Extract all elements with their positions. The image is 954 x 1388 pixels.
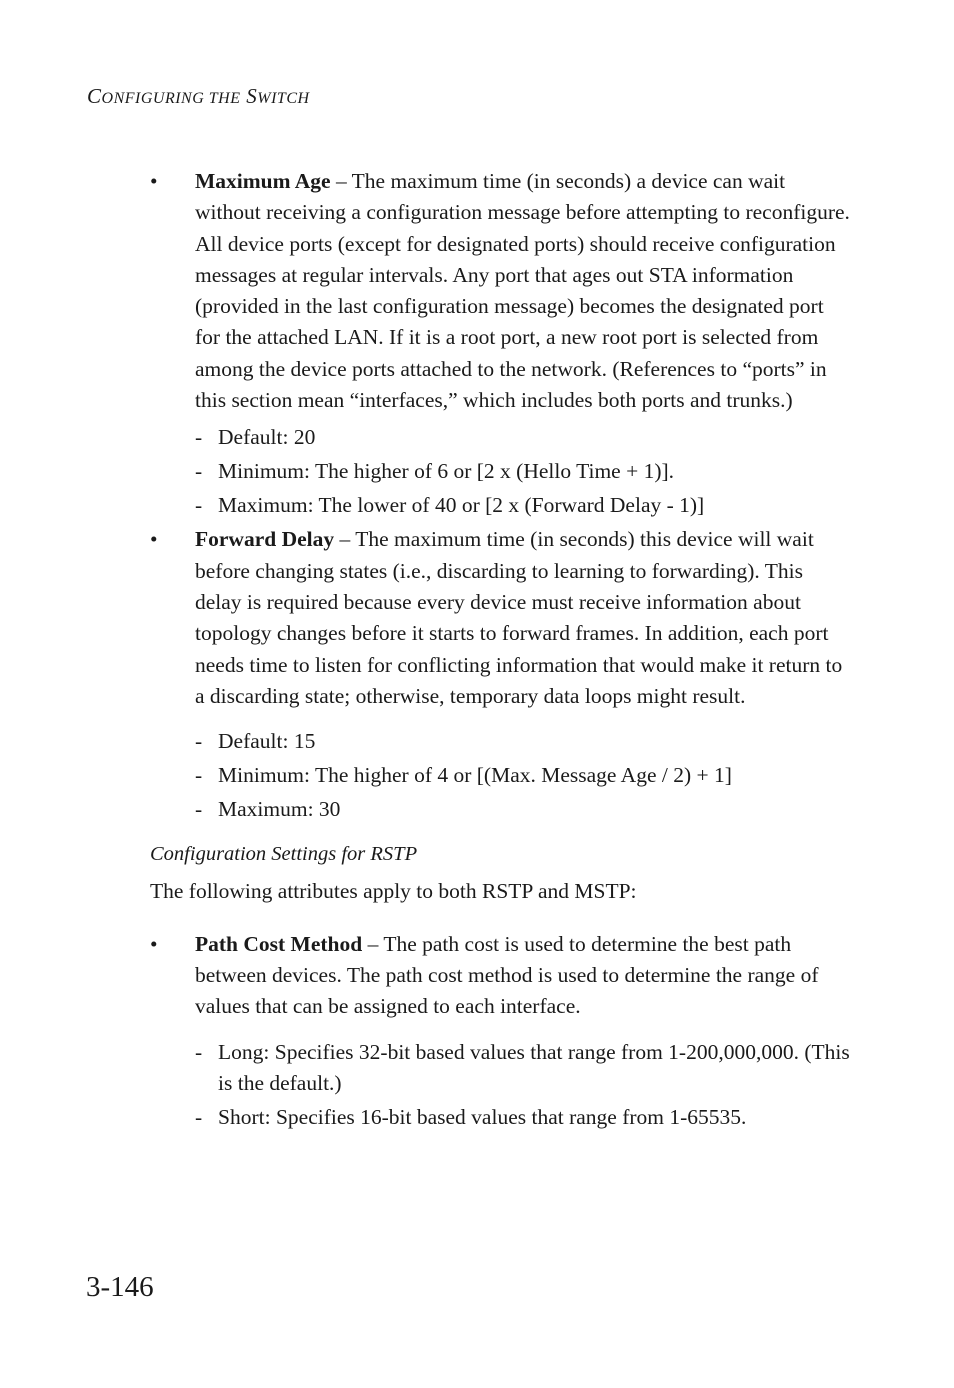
description-path-cost-method: – The path cost is used to determine the best path between devices. The path cost method is used to determine the range of values that can be assigned to each interface. [195,931,819,1019]
sub-list-forward-delay [150,726,850,825]
dash-marker: - [195,763,203,788]
dash-marker: - [195,493,203,518]
description-maximum-age: – The maximum time (in seconds) a device can wait without receiving a configuration message before attempting to reconfigure. All device ports (except for designated ports) should receive configuration messages at regular intervals. Any port that ages out STA information (provided in the last configuration message) becomes the designated port for the attached LAN. If it is a root port, a new root port is selected from among the device ports attached to the network. (References to “ports” in this section mean “interfaces,” which includes both ports and trunks.) [195,169,850,413]
dash-marker: - [195,1039,203,1064]
dash-marker: - [195,1104,203,1129]
running-header [87,84,310,109]
list-item-forward-delay [150,524,850,712]
sub-item-text: Short: Specifies 16-bit based values that range from 1-65535. [218,1104,747,1129]
sub-item [150,760,850,791]
term-maximum-age: Maximum Age [195,169,331,193]
term-path-cost-method: Path Cost Method [195,931,363,956]
sub-item-text: Maximum: The lower of 40 or [2 x (Forward Delay - 1)] [218,493,705,518]
section-intro: The following attributes apply to both RSTP and MSTP: [150,879,637,904]
list-item-maximum-age [150,166,850,416]
dash-marker: - [195,797,203,822]
sub-item [150,422,850,453]
sub-item [150,1102,850,1133]
dash-marker: - [195,729,203,754]
sub-item [150,456,850,487]
sub-item-text: Long: Specifies 32-bit based values that range from 1-200,000,000. (This is the default.) [218,1039,850,1095]
sub-item-text: Minimum: The higher of 6 or [2 x (Hello Time + 1)]. [218,459,675,484]
sub-list-path-cost-method [150,1037,850,1133]
sub-item-text: Minimum: The higher of 4 or [(Max. Message Age / 2) + 1] [218,763,732,788]
running-header-rest-2: WITCH [257,90,310,107]
description-forward-delay: – The maximum time (in seconds) this device will wait before changing states (i.e., discarding to learning to forwarding). This delay is required because every device must receive information about topology changes before it starts to forward frames. In addition, each port needs time to listen for conflicting information that would make it return to a discarding state; otherwise, temporary data loops might result. [195,527,843,708]
sub-item-text: Default: 15 [218,729,316,754]
bullet-marker: • [150,527,158,552]
bullet-marker: • [150,931,158,956]
running-header-rest-1: ONFIGURING THE [101,90,241,107]
page-content [150,166,850,1136]
bullet-marker: • [150,169,158,193]
sub-item [150,490,850,521]
sub-item [150,794,850,825]
sub-item-text: Default: 20 [218,425,316,450]
section-heading: Configuration Settings for RSTP [150,843,418,866]
sub-list-maximum-age [150,422,850,521]
list-item-path-cost-method [150,929,850,1023]
term-forward-delay: Forward Delay [195,527,335,552]
sub-item [150,726,850,757]
sub-item-text: Maximum: 30 [218,797,341,822]
dash-marker: - [195,459,203,484]
sub-item [150,1037,850,1099]
running-header-cap-2: S [246,84,258,108]
page-number: 3-146 [86,1271,154,1303]
running-header-cap-1: C [87,84,102,108]
dash-marker: - [195,425,203,450]
